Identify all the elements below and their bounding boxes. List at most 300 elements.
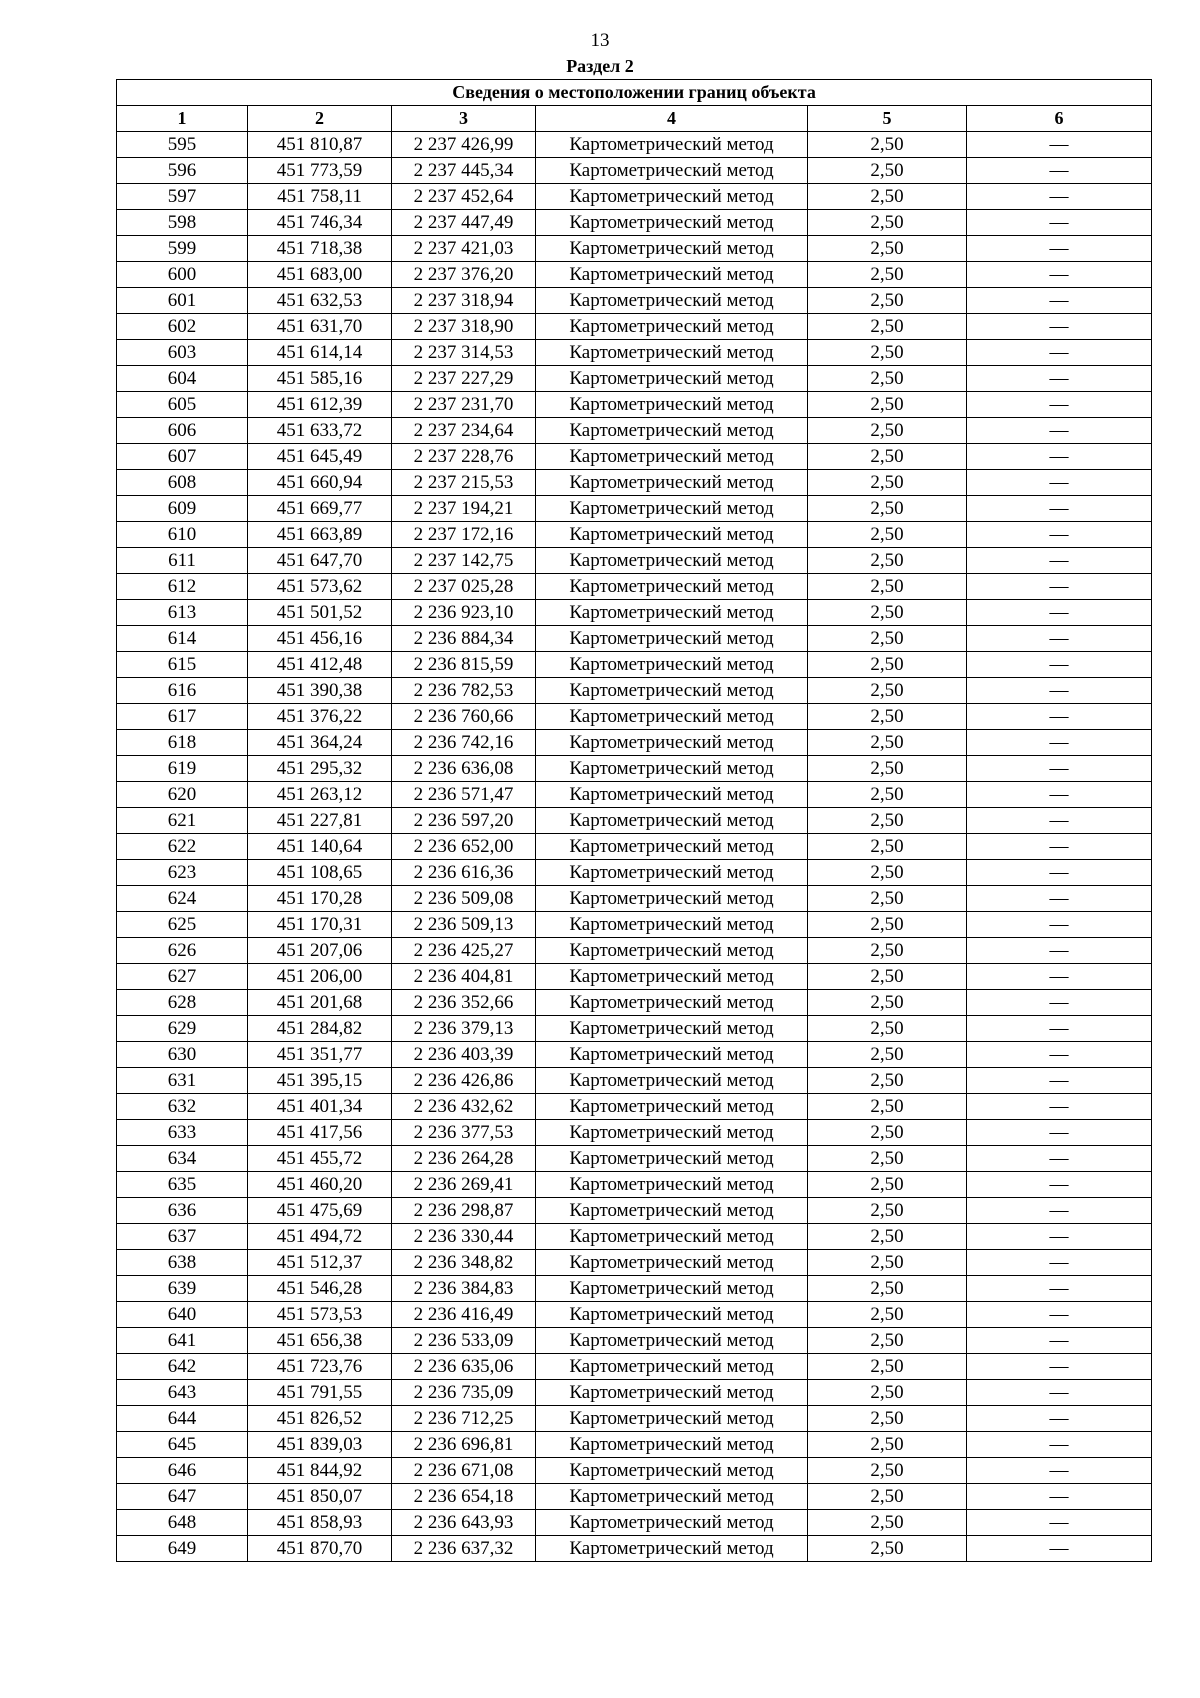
description-cell: — [967,1146,1152,1172]
description-cell: — [967,1016,1152,1042]
point-number-cell: 614 [117,626,248,652]
y-coordinate-cell: 2 236 404,81 [392,964,536,990]
table-body [117,132,1152,1562]
table-row [117,678,1152,704]
y-coordinate-cell: 2 236 509,08 [392,886,536,912]
table-row [117,652,1152,678]
description-cell: — [967,184,1152,210]
description-cell: — [967,860,1152,886]
y-coordinate-cell: 2 236 735,09 [392,1380,536,1406]
column-header: 4 [536,106,808,132]
accuracy-cell: 2,50 [808,1510,967,1536]
description-cell: — [967,366,1152,392]
method-cell: Картометрический метод [536,444,808,470]
description-cell: — [967,314,1152,340]
x-coordinate-cell: 451 614,14 [248,340,392,366]
table-row [117,158,1152,184]
point-number-cell: 621 [117,808,248,834]
table-row [117,860,1152,886]
column-header: 2 [248,106,392,132]
accuracy-cell: 2,50 [808,1250,967,1276]
table-row [117,314,1152,340]
point-number-cell: 613 [117,600,248,626]
x-coordinate-cell: 451 227,81 [248,808,392,834]
description-cell: — [967,652,1152,678]
table-row [117,236,1152,262]
accuracy-cell: 2,50 [808,470,967,496]
x-coordinate-cell: 451 573,53 [248,1302,392,1328]
x-coordinate-cell: 451 206,00 [248,964,392,990]
method-cell: Картометрический метод [536,470,808,496]
accuracy-cell: 2,50 [808,600,967,626]
point-number-cell: 611 [117,548,248,574]
accuracy-cell: 2,50 [808,184,967,210]
y-coordinate-cell: 2 236 264,28 [392,1146,536,1172]
y-coordinate-cell: 2 237 376,20 [392,262,536,288]
accuracy-cell: 2,50 [808,366,967,392]
point-number-cell: 647 [117,1484,248,1510]
point-number-cell: 648 [117,1510,248,1536]
method-cell: Картометрический метод [536,418,808,444]
y-coordinate-cell: 2 237 452,64 [392,184,536,210]
x-coordinate-cell: 451 170,31 [248,912,392,938]
method-cell: Картометрический метод [536,548,808,574]
table-row [117,1172,1152,1198]
description-cell: — [967,1328,1152,1354]
method-cell: Картометрический метод [536,366,808,392]
accuracy-cell: 2,50 [808,210,967,236]
description-cell: — [967,418,1152,444]
accuracy-cell: 2,50 [808,522,967,548]
method-cell: Картометрический метод [536,1354,808,1380]
point-number-cell: 628 [117,990,248,1016]
y-coordinate-cell: 2 236 760,66 [392,704,536,730]
x-coordinate-cell: 451 585,16 [248,366,392,392]
description-cell: — [967,496,1152,522]
y-coordinate-cell: 2 236 671,08 [392,1458,536,1484]
x-coordinate-cell: 451 455,72 [248,1146,392,1172]
description-cell: — [967,1250,1152,1276]
accuracy-cell: 2,50 [808,418,967,444]
column-header-row [117,106,1152,132]
x-coordinate-cell: 451 494,72 [248,1224,392,1250]
point-number-cell: 638 [117,1250,248,1276]
table-row [117,938,1152,964]
method-cell: Картометрический метод [536,1536,808,1562]
description-cell: — [967,1406,1152,1432]
table-row [117,1510,1152,1536]
x-coordinate-cell: 451 656,38 [248,1328,392,1354]
method-cell: Картометрический метод [536,626,808,652]
accuracy-cell: 2,50 [808,132,967,158]
method-cell: Картометрический метод [536,1380,808,1406]
table-row [117,1042,1152,1068]
point-number-cell: 649 [117,1536,248,1562]
point-number-cell: 642 [117,1354,248,1380]
method-cell: Картометрический метод [536,1328,808,1354]
y-coordinate-cell: 2 237 227,29 [392,366,536,392]
table-row [117,1328,1152,1354]
y-coordinate-cell: 2 236 652,00 [392,834,536,860]
method-cell: Картометрический метод [536,756,808,782]
method-cell: Картометрический метод [536,184,808,210]
y-coordinate-cell: 2 236 571,47 [392,782,536,808]
x-coordinate-cell: 451 758,11 [248,184,392,210]
y-coordinate-cell: 2 237 426,99 [392,132,536,158]
x-coordinate-cell: 451 460,20 [248,1172,392,1198]
method-cell: Картометрический метод [536,1406,808,1432]
description-cell: — [967,1276,1152,1302]
method-cell: Картометрический метод [536,1042,808,1068]
method-cell: Картометрический метод [536,600,808,626]
accuracy-cell: 2,50 [808,340,967,366]
accuracy-cell: 2,50 [808,1406,967,1432]
accuracy-cell: 2,50 [808,496,967,522]
x-coordinate-cell: 451 631,70 [248,314,392,340]
description-cell: — [967,1484,1152,1510]
description-cell: — [967,1198,1152,1224]
table-row [117,834,1152,860]
description-cell: — [967,938,1152,964]
description-cell: — [967,470,1152,496]
description-cell: — [967,340,1152,366]
x-coordinate-cell: 451 364,24 [248,730,392,756]
y-coordinate-cell: 2 237 025,28 [392,574,536,600]
table-row [117,600,1152,626]
x-coordinate-cell: 451 390,38 [248,678,392,704]
table-row [117,1094,1152,1120]
x-coordinate-cell: 451 295,32 [248,756,392,782]
point-number-cell: 625 [117,912,248,938]
table-row [117,1016,1152,1042]
table-row [117,288,1152,314]
point-number-cell: 629 [117,1016,248,1042]
accuracy-cell: 2,50 [808,574,967,600]
x-coordinate-cell: 451 108,65 [248,860,392,886]
accuracy-cell: 2,50 [808,1354,967,1380]
y-coordinate-cell: 2 236 923,10 [392,600,536,626]
point-number-cell: 624 [117,886,248,912]
x-coordinate-cell: 451 417,56 [248,1120,392,1146]
y-coordinate-cell: 2 237 314,53 [392,340,536,366]
x-coordinate-cell: 451 645,49 [248,444,392,470]
method-cell: Картометрический метод [536,210,808,236]
x-coordinate-cell: 451 501,52 [248,600,392,626]
method-cell: Картометрический метод [536,834,808,860]
point-number-cell: 636 [117,1198,248,1224]
accuracy-cell: 2,50 [808,626,967,652]
table-row [117,470,1152,496]
x-coordinate-cell: 451 791,55 [248,1380,392,1406]
column-header: 5 [808,106,967,132]
method-cell: Картометрический метод [536,1172,808,1198]
description-cell: — [967,210,1152,236]
accuracy-cell: 2,50 [808,704,967,730]
accuracy-cell: 2,50 [808,392,967,418]
y-coordinate-cell: 2 237 421,03 [392,236,536,262]
description-cell: — [967,548,1152,574]
x-coordinate-cell: 451 663,89 [248,522,392,548]
x-coordinate-cell: 451 401,34 [248,1094,392,1120]
accuracy-cell: 2,50 [808,990,967,1016]
description-cell: — [967,522,1152,548]
x-coordinate-cell: 451 632,53 [248,288,392,314]
point-number-cell: 601 [117,288,248,314]
point-number-cell: 608 [117,470,248,496]
x-coordinate-cell: 451 746,34 [248,210,392,236]
y-coordinate-cell: 2 236 416,49 [392,1302,536,1328]
point-number-cell: 645 [117,1432,248,1458]
y-coordinate-cell: 2 236 533,09 [392,1328,536,1354]
x-coordinate-cell: 451 201,68 [248,990,392,1016]
point-number-cell: 604 [117,366,248,392]
description-cell: — [967,808,1152,834]
x-coordinate-cell: 451 170,28 [248,886,392,912]
y-coordinate-cell: 2 237 142,75 [392,548,536,574]
description-cell: — [967,1302,1152,1328]
x-coordinate-cell: 451 647,70 [248,548,392,574]
method-cell: Картометрический метод [536,158,808,184]
point-number-cell: 627 [117,964,248,990]
table-row [117,1406,1152,1432]
description-cell: — [967,1354,1152,1380]
column-header: 1 [117,106,248,132]
y-coordinate-cell: 2 237 318,90 [392,314,536,340]
description-cell: — [967,834,1152,860]
y-coordinate-cell: 2 236 426,86 [392,1068,536,1094]
method-cell: Картометрический метод [536,1068,808,1094]
point-number-cell: 606 [117,418,248,444]
description-cell: — [967,626,1152,652]
accuracy-cell: 2,50 [808,1146,967,1172]
y-coordinate-cell: 2 236 425,27 [392,938,536,964]
table-row [117,1276,1152,1302]
method-cell: Картометрический метод [536,964,808,990]
table-row [117,392,1152,418]
description-cell: — [967,964,1152,990]
y-coordinate-cell: 2 236 597,20 [392,808,536,834]
method-cell: Картометрический метод [536,236,808,262]
table-row [117,1484,1152,1510]
method-cell: Картометрический метод [536,652,808,678]
x-coordinate-cell: 451 839,03 [248,1432,392,1458]
point-number-cell: 620 [117,782,248,808]
point-number-cell: 635 [117,1172,248,1198]
method-cell: Картометрический метод [536,782,808,808]
point-number-cell: 639 [117,1276,248,1302]
accuracy-cell: 2,50 [808,444,967,470]
point-number-cell: 616 [117,678,248,704]
point-number-cell: 634 [117,1146,248,1172]
table-row [117,782,1152,808]
method-cell: Картометрический метод [536,1016,808,1042]
accuracy-cell: 2,50 [808,1458,967,1484]
method-cell: Картометрический метод [536,522,808,548]
x-coordinate-cell: 451 718,38 [248,236,392,262]
description-cell: — [967,600,1152,626]
point-number-cell: 618 [117,730,248,756]
point-number-cell: 626 [117,938,248,964]
point-number-cell: 607 [117,444,248,470]
description-cell: — [967,782,1152,808]
accuracy-cell: 2,50 [808,834,967,860]
y-coordinate-cell: 2 236 637,32 [392,1536,536,1562]
y-coordinate-cell: 2 236 712,25 [392,1406,536,1432]
description-cell: — [967,392,1152,418]
accuracy-cell: 2,50 [808,158,967,184]
x-coordinate-cell: 451 810,87 [248,132,392,158]
x-coordinate-cell: 451 773,59 [248,158,392,184]
y-coordinate-cell: 2 237 447,49 [392,210,536,236]
accuracy-cell: 2,50 [808,548,967,574]
description-cell: — [967,1042,1152,1068]
point-number-cell: 597 [117,184,248,210]
point-number-cell: 623 [117,860,248,886]
table-row [117,886,1152,912]
description-cell: — [967,1380,1152,1406]
x-coordinate-cell: 451 683,00 [248,262,392,288]
point-number-cell: 600 [117,262,248,288]
table-row [117,730,1152,756]
method-cell: Картометрический метод [536,132,808,158]
accuracy-cell: 2,50 [808,1068,967,1094]
x-coordinate-cell: 451 207,06 [248,938,392,964]
method-cell: Картометрический метод [536,1302,808,1328]
point-number-cell: 595 [117,132,248,158]
description-cell: — [967,1536,1152,1562]
method-cell: Картометрический метод [536,1198,808,1224]
point-number-cell: 610 [117,522,248,548]
description-cell: — [967,1120,1152,1146]
method-cell: Картометрический метод [536,1250,808,1276]
x-coordinate-cell: 451 723,76 [248,1354,392,1380]
table-row [117,1354,1152,1380]
accuracy-cell: 2,50 [808,730,967,756]
method-cell: Картометрический метод [536,1510,808,1536]
accuracy-cell: 2,50 [808,1120,967,1146]
accuracy-cell: 2,50 [808,652,967,678]
accuracy-cell: 2,50 [808,808,967,834]
table-row [117,1224,1152,1250]
table-row [117,366,1152,392]
table-row [117,1250,1152,1276]
description-cell: — [967,1432,1152,1458]
point-number-cell: 641 [117,1328,248,1354]
accuracy-cell: 2,50 [808,262,967,288]
table-row [117,262,1152,288]
accuracy-cell: 2,50 [808,860,967,886]
accuracy-cell: 2,50 [808,782,967,808]
accuracy-cell: 2,50 [808,1198,967,1224]
method-cell: Картометрический метод [536,1146,808,1172]
y-coordinate-cell: 2 236 348,82 [392,1250,536,1276]
accuracy-cell: 2,50 [808,1094,967,1120]
method-cell: Картометрический метод [536,392,808,418]
method-cell: Картометрический метод [536,1484,808,1510]
accuracy-cell: 2,50 [808,1016,967,1042]
table-row [117,132,1152,158]
table-row [117,912,1152,938]
method-cell: Картометрический метод [536,1224,808,1250]
accuracy-cell: 2,50 [808,236,967,262]
method-cell: Картометрический метод [536,1458,808,1484]
x-coordinate-cell: 451 395,15 [248,1068,392,1094]
table-row [117,626,1152,652]
table-row [117,1068,1152,1094]
x-coordinate-cell: 451 826,52 [248,1406,392,1432]
x-coordinate-cell: 451 669,77 [248,496,392,522]
y-coordinate-cell: 2 236 377,53 [392,1120,536,1146]
x-coordinate-cell: 451 870,70 [248,1536,392,1562]
description-cell: — [967,990,1152,1016]
table-row [117,1536,1152,1562]
y-coordinate-cell: 2 236 403,39 [392,1042,536,1068]
x-coordinate-cell: 451 284,82 [248,1016,392,1042]
accuracy-cell: 2,50 [808,938,967,964]
accuracy-cell: 2,50 [808,1276,967,1302]
description-cell: — [967,288,1152,314]
x-coordinate-cell: 451 546,28 [248,1276,392,1302]
x-coordinate-cell: 451 612,39 [248,392,392,418]
point-number-cell: 640 [117,1302,248,1328]
table-row [117,340,1152,366]
method-cell: Картометрический метод [536,340,808,366]
method-cell: Картометрический метод [536,574,808,600]
y-coordinate-cell: 2 237 318,94 [392,288,536,314]
method-cell: Картометрический метод [536,1276,808,1302]
point-number-cell: 646 [117,1458,248,1484]
description-cell: — [967,1458,1152,1484]
x-coordinate-cell: 451 351,77 [248,1042,392,1068]
table-row [117,1432,1152,1458]
table-row [117,444,1152,470]
y-coordinate-cell: 2 237 215,53 [392,470,536,496]
point-number-cell: 612 [117,574,248,600]
table-caption: Сведения о местоположении границ объекта [117,80,1152,106]
accuracy-cell: 2,50 [808,912,967,938]
description-cell: — [967,262,1152,288]
description-cell: — [967,158,1152,184]
table-row [117,964,1152,990]
accuracy-cell: 2,50 [808,1536,967,1562]
y-coordinate-cell: 2 237 445,34 [392,158,536,184]
y-coordinate-cell: 2 236 616,36 [392,860,536,886]
point-number-cell: 609 [117,496,248,522]
y-coordinate-cell: 2 236 696,81 [392,1432,536,1458]
y-coordinate-cell: 2 236 643,93 [392,1510,536,1536]
accuracy-cell: 2,50 [808,1172,967,1198]
point-number-cell: 615 [117,652,248,678]
x-coordinate-cell: 451 475,69 [248,1198,392,1224]
accuracy-cell: 2,50 [808,288,967,314]
description-cell: — [967,678,1152,704]
x-coordinate-cell: 451 376,22 [248,704,392,730]
y-coordinate-cell: 2 236 379,13 [392,1016,536,1042]
y-coordinate-cell: 2 236 636,08 [392,756,536,782]
x-coordinate-cell: 451 456,16 [248,626,392,652]
x-coordinate-cell: 451 512,37 [248,1250,392,1276]
y-coordinate-cell: 2 236 815,59 [392,652,536,678]
method-cell: Картометрический метод [536,288,808,314]
method-cell: Картометрический метод [536,808,808,834]
section-title: Раздел 2 [566,56,634,76]
accuracy-cell: 2,50 [808,314,967,340]
point-number-cell: 632 [117,1094,248,1120]
point-number-cell: 603 [117,340,248,366]
x-coordinate-cell: 451 850,07 [248,1484,392,1510]
point-number-cell: 602 [117,314,248,340]
table-row [117,522,1152,548]
